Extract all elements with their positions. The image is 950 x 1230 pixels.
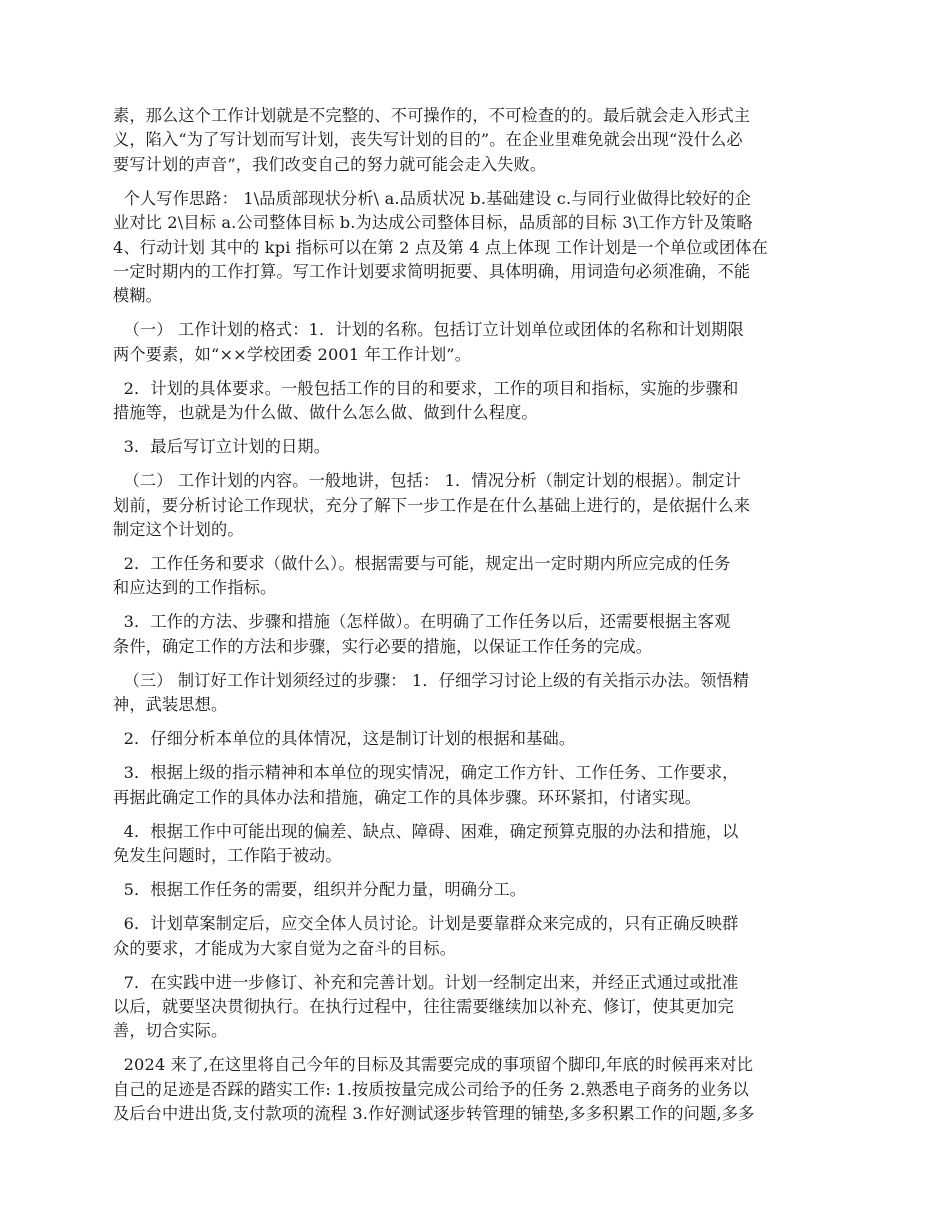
paragraph: [113, 878, 840, 902]
text-line: 自己的足迹是否踩的踏实工作: 1.按质按量完成公司给予的任务 2.熟悉电子商务的业务以: [113, 1079, 749, 1099]
text-line: 素，那么这个工作计划就是不完整的、不可操作的，不可检查的的。最后就会走入形式主: [113, 106, 751, 125]
text-line: 2．工作任务和要求（做什么）。根据需要与可能，规定出一定时期内所应完成的任务: [113, 554, 731, 574]
paragraph: [113, 187, 840, 309]
text-line: 个人写作思路： 1\品质部现状分析\ a.品质状况 b.基础建设 c.与同行业做得比较好的企: [113, 188, 751, 208]
text-line: 条件，确定工作的方法和步骤，实行必要的措施，以保证工作任务的完成。: [113, 636, 653, 656]
text-line: 要写计划的声音”，我们改变自己的努力就可能会走入失败。: [113, 154, 547, 174]
text-line: 以后，就要坚决贯彻执行。在执行过程中，往往需要继续加以补充、修订，使其更加完: [113, 996, 734, 1016]
text-line: 神，武装思想。: [113, 695, 228, 715]
text-line: 划前，要分析讨论工作现状，充分了解下一步工作是在什么基础上进行的，是依据什么来: [113, 495, 751, 515]
text-line: 7．在实践中进一步修订、补充和完善计划。计划一经制定出来，并经正式通过或批准: [113, 972, 739, 992]
text-line: （二） 工作计划的内容。一般地讲，包括： 1．情况分析（制定计划的根据）。制定计: [113, 471, 742, 491]
paragraph: [113, 971, 840, 1044]
paragraph: [113, 761, 840, 810]
document-page: [113, 104, 840, 1136]
text-line: 善，切合实际。: [113, 1021, 228, 1041]
paragraph: [113, 377, 840, 426]
text-line: 众的要求，才能成为大家自觉为之奋斗的目标。: [113, 938, 457, 958]
text-line: 一定时期内的工作打算。写工作计划要求简明扼要、具体明确，用词造句必须准确，不能: [113, 262, 751, 282]
paragraph: [113, 727, 840, 751]
text-line: 和应达到的工作指标。: [113, 578, 277, 598]
text-line: 6．计划草案制定后，应交全体人员讨论。计划是要靠群众来完成的，只有正确反映群: [113, 914, 739, 934]
paragraph: [113, 435, 840, 459]
paragraph: [113, 610, 840, 659]
text-line: 及后台中进出货,支付款项的流程 3.作好测试逐步转管理的铺垫,多多积累工作的问题,多多: [113, 1104, 755, 1124]
text-line: 义，陷入“为了写计划而写计划，丧失写计划的目的”。在企业里难免就会出现“没什么必: [113, 130, 743, 150]
text-line: 制定这个计划的。: [113, 520, 244, 540]
paragraph: [113, 104, 840, 177]
paragraph: [113, 552, 840, 601]
text-line: （一） 工作计划的格式：1．计划的名称。包括订立计划单位或团体的名称和计划期限: [113, 320, 744, 340]
text-line: 两个要素，如“××学校团委 2001 年工作计划”。: [113, 344, 472, 364]
text-line: 免发生问题时，工作陷于被动。: [113, 846, 342, 866]
text-line: 4、行动计划 其中的 kpi 指标可以在第 2 点及第 4 点上体现 工作计划是一个单位或团体在: [113, 237, 768, 257]
text-line: 措施等，也就是为什么做、做什么怎么做、做到什么程度。: [113, 403, 538, 423]
text-line: 4．根据工作中可能出现的偏差、缺点、障碍、困难，确定预算克服的办法和措施，以: [113, 821, 739, 841]
text-line: 2．计划的具体要求。一般包括工作的目的和要求，工作的项目和指标，实施的步骤和: [113, 378, 739, 398]
paragraph: [113, 820, 840, 869]
text-line: （三） 制订好工作计划须经过的步骤： 1．仔细学习讨论上级的有关指示办法。领悟精: [113, 670, 750, 690]
text-line: 2．仔细分析本单位的具体情况，这是制订计划的根据和基础。: [113, 729, 576, 749]
text-line: 模糊。: [113, 286, 163, 306]
text-line: 业对比 2\目标 a.公司整体目标 b.为达成公司整体目标，品质部的目标 3\工作方针及策略: [113, 213, 753, 233]
paragraph: [113, 912, 840, 961]
paragraph: [113, 669, 840, 718]
text-line: 3．根据上级的指示精神和本单位的现实情况，确定工作方针、工作任务、工作要求，: [113, 763, 739, 783]
text-line: 5．根据工作任务的需要，组织并分配力量，明确分工。: [113, 880, 527, 900]
text-line: 3．最后写订立计划的日期。: [113, 437, 331, 457]
text-line: 2024 来了,在这里将自己今年的目标及其需要完成的事项留个脚印,年底的时候再来对比: [113, 1055, 754, 1075]
paragraph: [113, 318, 840, 367]
paragraph: [113, 469, 840, 542]
text-line: 再据此确定工作的具体办法和措施，确定工作的具体步骤。环环紧扣，付诸实现。: [113, 787, 702, 807]
paragraph: [113, 1053, 840, 1126]
text-line: 3．工作的方法、步骤和措施（怎样做）。在明确了工作任务以后，还需要根据主客观: [113, 612, 731, 632]
